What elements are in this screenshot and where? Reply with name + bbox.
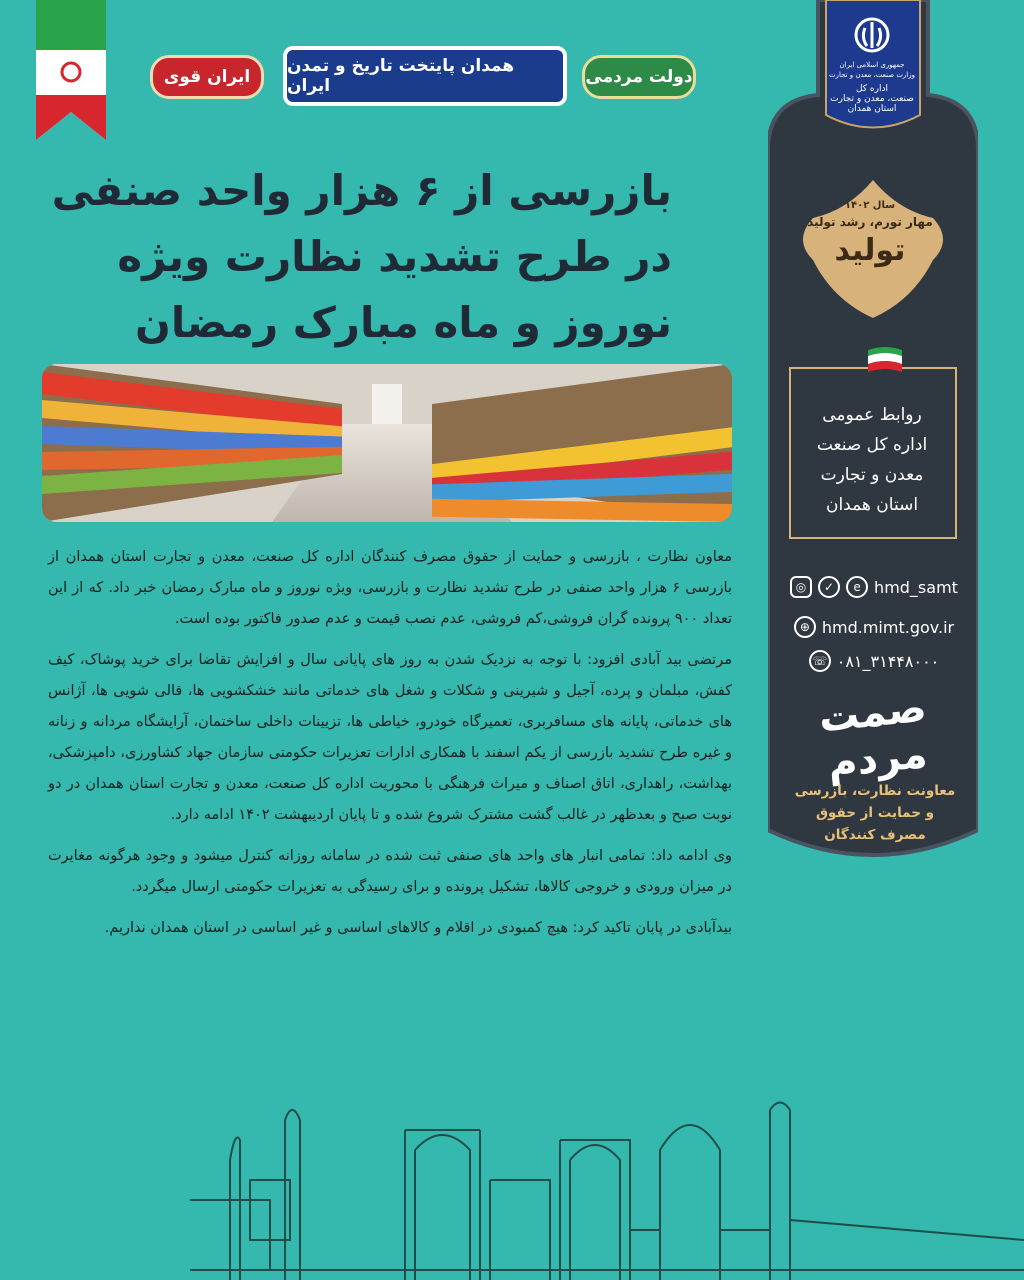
department-caption bbox=[790, 780, 960, 846]
check-icon: ✓ bbox=[818, 576, 840, 598]
headline bbox=[42, 158, 672, 356]
emblem-caption bbox=[828, 60, 916, 114]
slogan-year: سال ۱۴۰۲ bbox=[844, 200, 896, 211]
pr-line-2: اداره کل صنعت bbox=[816, 435, 928, 455]
small-flag-icon bbox=[866, 344, 904, 378]
samt-mardom-brand: صمت مردم bbox=[816, 684, 930, 787]
department-line-2: و حمایت از حقوق bbox=[815, 805, 935, 821]
website-url: hmd.mimt.gov.ir bbox=[821, 617, 955, 637]
headline-line-3: نوروز و ماه مبارک رمضان bbox=[134, 298, 672, 347]
website-contact[interactable] bbox=[788, 616, 960, 638]
article-paragraph-1: معاون نظارت ، بازرسی و حمایت از حقوق مصرف کنندگان اداره کل صنعت، معدن و تجارت استان همدان از بازرسی ۶ هزار واحد صنفی در طرح تشدید نظارت و بازرسی، ویژه نوروز و ماه مبارک رمضان خبر داد. که از این تعداد ۹۰۰ پرونده گران فروشی،کم فروشی، عدم نصب قیمت و عدم صدور فاکتور بوده است. bbox=[48, 549, 732, 627]
globe-icon: ⊕ bbox=[794, 616, 816, 638]
instagram-icon: ◎ bbox=[790, 576, 812, 598]
phone-icon: ☏ bbox=[809, 650, 831, 672]
department-line-3: مصرف کنندگان bbox=[824, 827, 926, 843]
emblem-line-2: وزارت صنعت، معدن و تجارت bbox=[828, 71, 916, 79]
pr-line-1: روابط عمومی bbox=[822, 405, 922, 425]
slogan-main: تولید bbox=[834, 233, 906, 268]
eitaa-icon: e bbox=[846, 576, 868, 598]
emblem-line-1: جمهوری اسلامی ایران bbox=[839, 61, 905, 69]
article-paragraph-4: بیدآبادی در پایان تاکید کرد: هیچ کمبودی در اقلام و کالاهای اساسی و غیر اساسی در استان همدان نداریم. bbox=[104, 920, 732, 936]
social-handle: hmd_samt bbox=[874, 577, 958, 597]
article-paragraph-2: مرتضی بید آبادی افزود: با توجه به نزدیک شدن به روز های پایانی سال و افزایش تقاضا برای خرید پوشاک، کیف کفش، مبلمان و پرده، آجیل و شیرینی و شکلات و شغل های خدماتی مانند خشکشویی ها، قالی شویی ها، آژانس های خدماتی، پایانه های مسافربری، تعمیرگاه خودرو، خیاطی ها، تزیینات داخلی ساختمان، آرایشگاه مردانه و زنانه و غیره طرح تشدید بازرسی از یکم اسفند با همکاری ادارات تعزیرات حکومتی سازمان جهاد کشاورزی، دامپزشکی، بهداشت، راهداری، اتاق اصناف و میراث فرهنگی با محوریت اداره کل صنعت، معدن و تجارت استان همدان در دو نوبت صبح و بعدظهر در غالب گشت مشترک شروع شده و تا پایان اردیبهشت ۱۴۰۲ ادامه دارد. bbox=[48, 652, 732, 823]
tolid-slogan bbox=[790, 200, 950, 268]
pr-line-3: معدن و تجارت bbox=[820, 465, 924, 485]
phone-contact[interactable] bbox=[788, 650, 960, 672]
iran-flag-ribbon bbox=[36, 0, 106, 140]
slogan-sub: مهار تورم، رشد تولید bbox=[807, 215, 933, 229]
department-line-1: معاونت نظارت، بازرسی bbox=[794, 783, 956, 799]
phone-number: ۰۸۱_۳۱۴۴۸۰۰۰ bbox=[836, 651, 940, 671]
headline-line-1: بازرسی از ۶ هزار واحد صنفی bbox=[51, 166, 672, 215]
pr-line-4: استان همدان bbox=[825, 495, 919, 515]
article-paragraph-3: وی ادامه داد: تمامی انبار های واحد های صنفی ثبت شده در سامانه روزانه کنترل میشود و وجود هرگونه مغایرت در میزان ورودی و خروجی کالاها، تشکیل پرونده و برای رسیدگی به تعزیرات حکومتی ارسال میگردد. bbox=[48, 848, 732, 895]
hamedan-skyline-drawing bbox=[190, 1100, 1024, 1280]
headline-line-2: در طرح تشدید نظارت ویژه bbox=[117, 232, 672, 281]
emblem-line-3: اداره کل bbox=[855, 84, 889, 94]
emblem-line-5: استان همدان bbox=[847, 104, 897, 114]
iran-qavi-badge: ایران قوی bbox=[150, 55, 264, 99]
iran-emblem-icon bbox=[851, 14, 893, 56]
article-body bbox=[48, 542, 732, 954]
supermarket-aisle-photo bbox=[42, 364, 732, 522]
public-relations-block bbox=[790, 400, 954, 520]
hamedan-capital-banner: همدان پایتخت تاریخ و تمدن ایران bbox=[283, 46, 567, 106]
dolat-mardomi-badge: دولت مردمی bbox=[582, 55, 696, 99]
emblem-line-4: صنعت، معدن و تجارت bbox=[830, 94, 914, 104]
social-contact[interactable] bbox=[788, 576, 960, 598]
